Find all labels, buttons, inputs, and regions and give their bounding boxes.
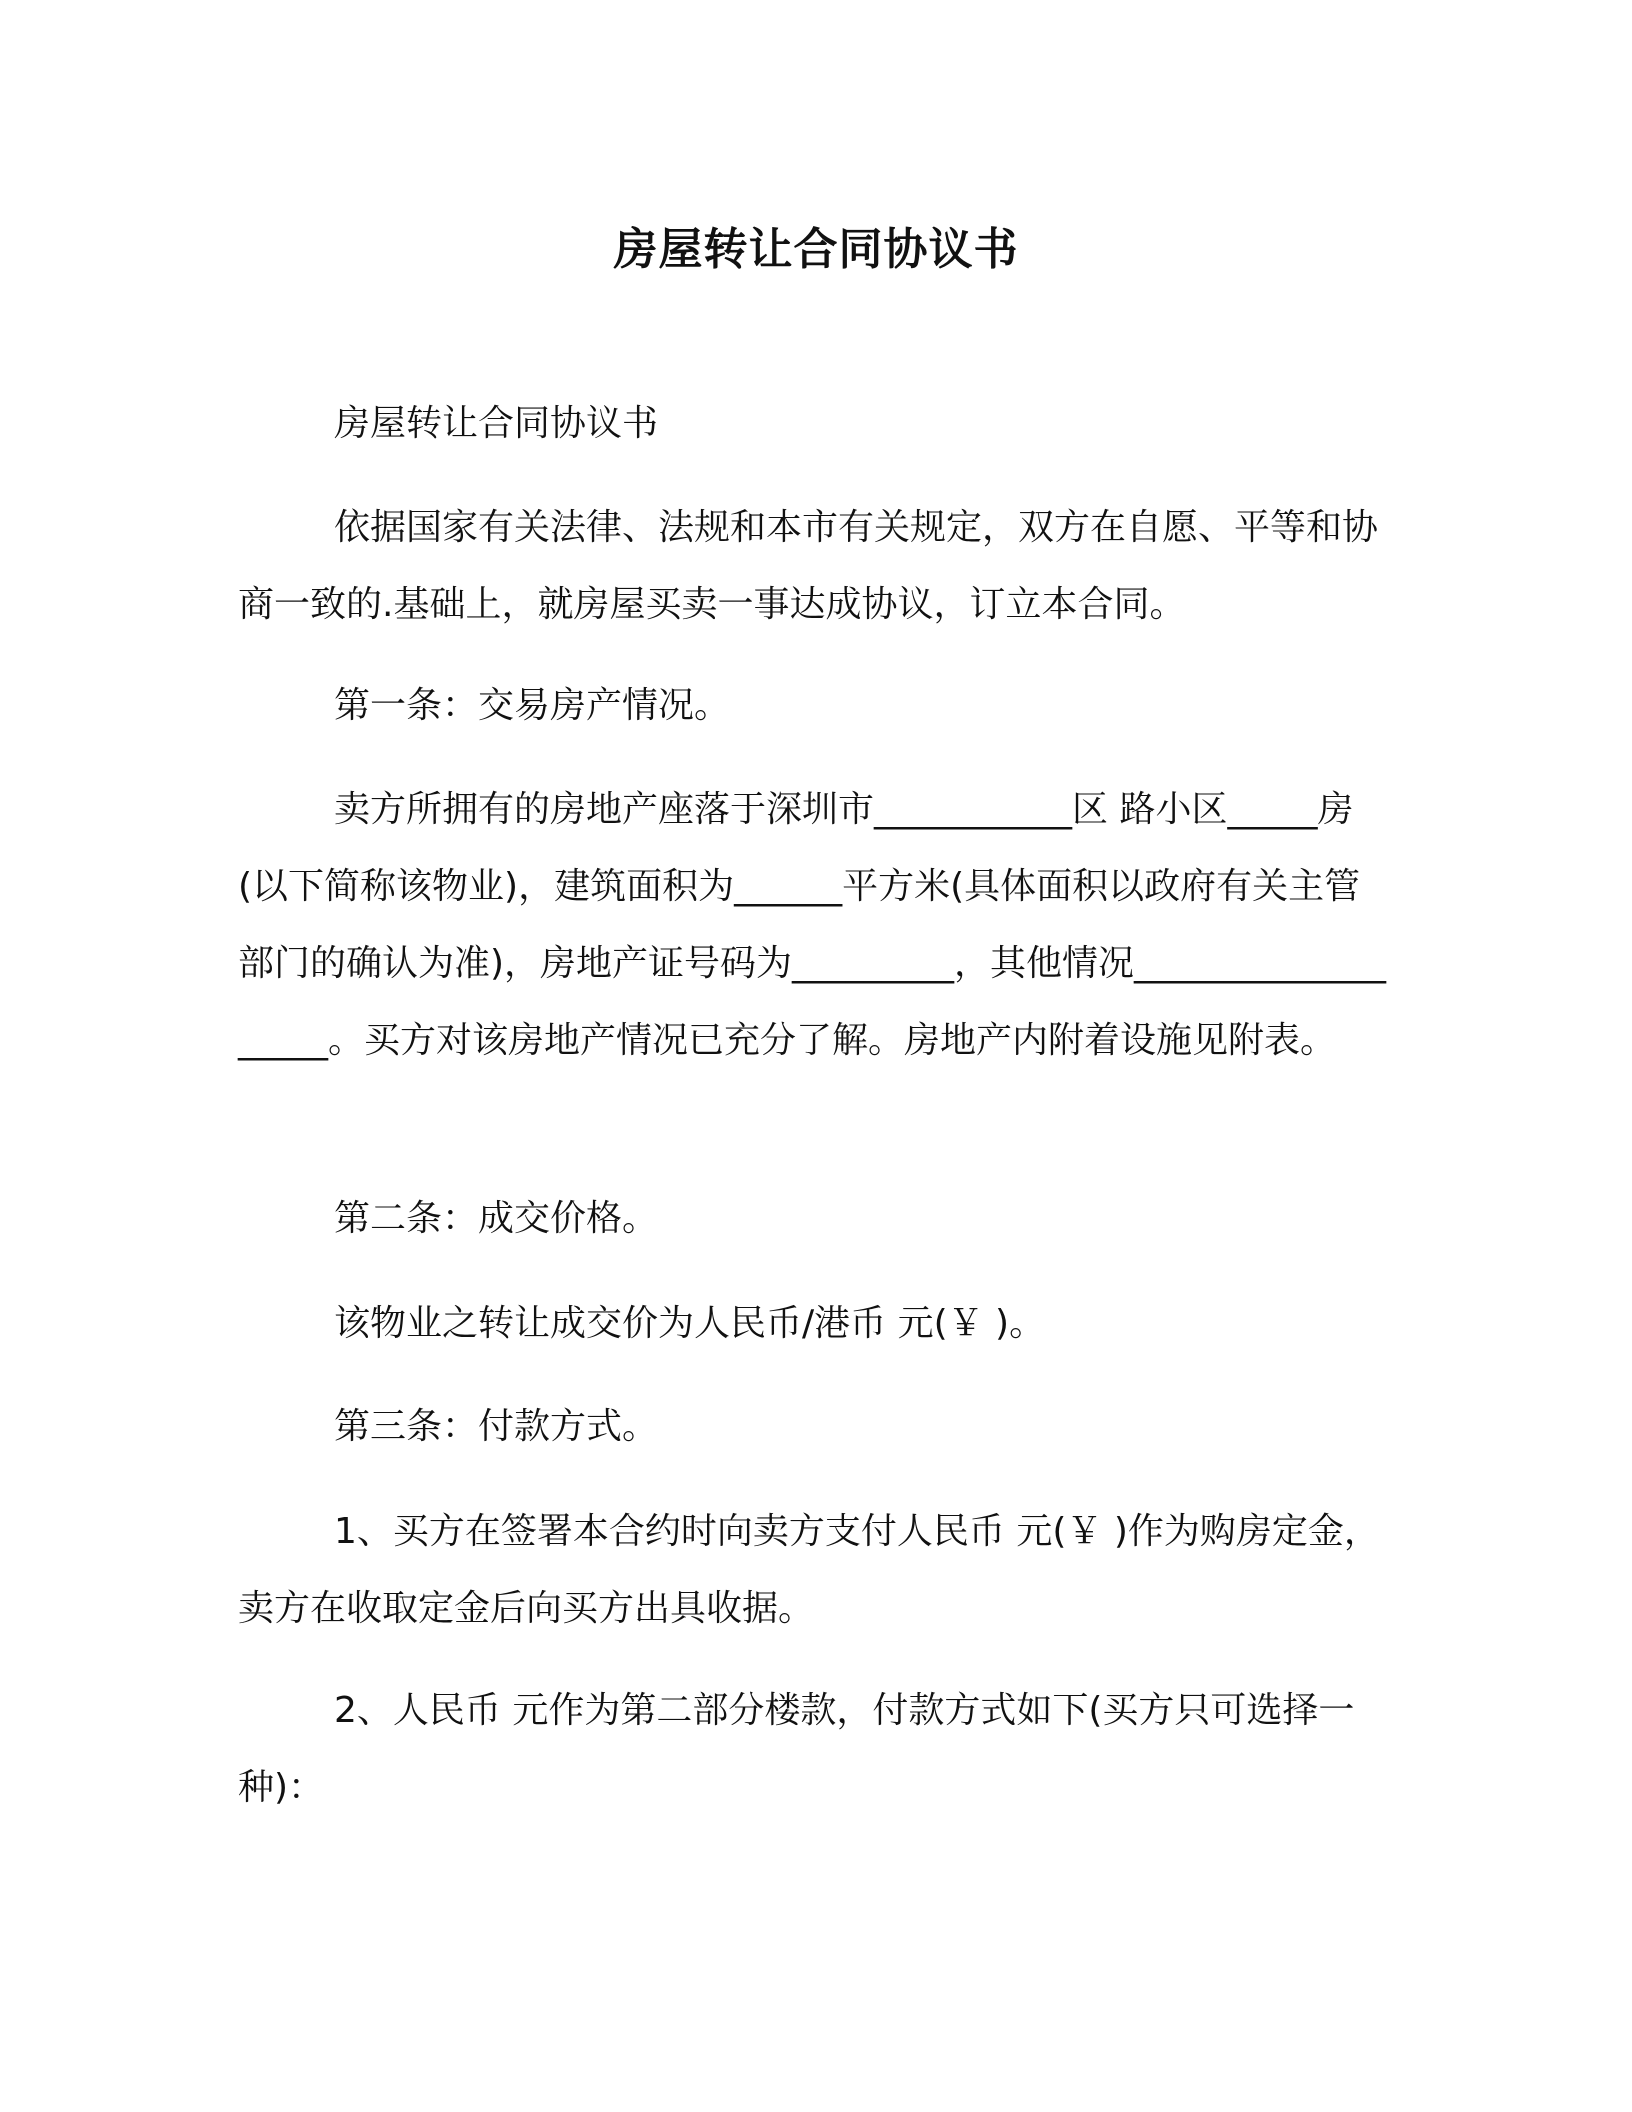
document-title: 房屋转让合同协议书 [613,224,1019,275]
subtitle-paragraph: 房屋转让合同协议书 [334,403,659,444]
article-1-heading: 第一条：交易房产情况。 [334,685,731,726]
article-2-heading: 第二条：成交价格。 [334,1198,659,1239]
payment-item-2: 2、人民币 元作为第二部分楼款，付款方式如下(买方只可选择一种)： [238,1690,1355,1808]
article-1-body: 卖方所拥有的房地产座落于深圳市___________区 路小区_____房(以下简称该物业)，建筑面积为______平方米(具体面积以政府有关主管部门的确认为准)，房地产证号码为_________，其他情况___________________。买方对该房地产情况已充分了解。房地产内附着设施见附表。 [238,789,1387,1061]
payment-item-1: 1、买方在签署本合约时向卖方支付人民币 元(￥ )作为购房定金，卖方在收取定金后向买方出具收据。 [238,1511,1380,1629]
article-2-body: 该物业之转让成交价为人民币/港币 元(￥ )。 [334,1303,1046,1344]
article-3-heading: 第三条：付款方式。 [334,1406,659,1447]
intro-paragraph: 依据国家有关法律、法规和本市有关规定，双方在自愿、平等和协商一致的.基础上，就房屋买卖一事达成协议，订立本合同。 [238,507,1379,625]
